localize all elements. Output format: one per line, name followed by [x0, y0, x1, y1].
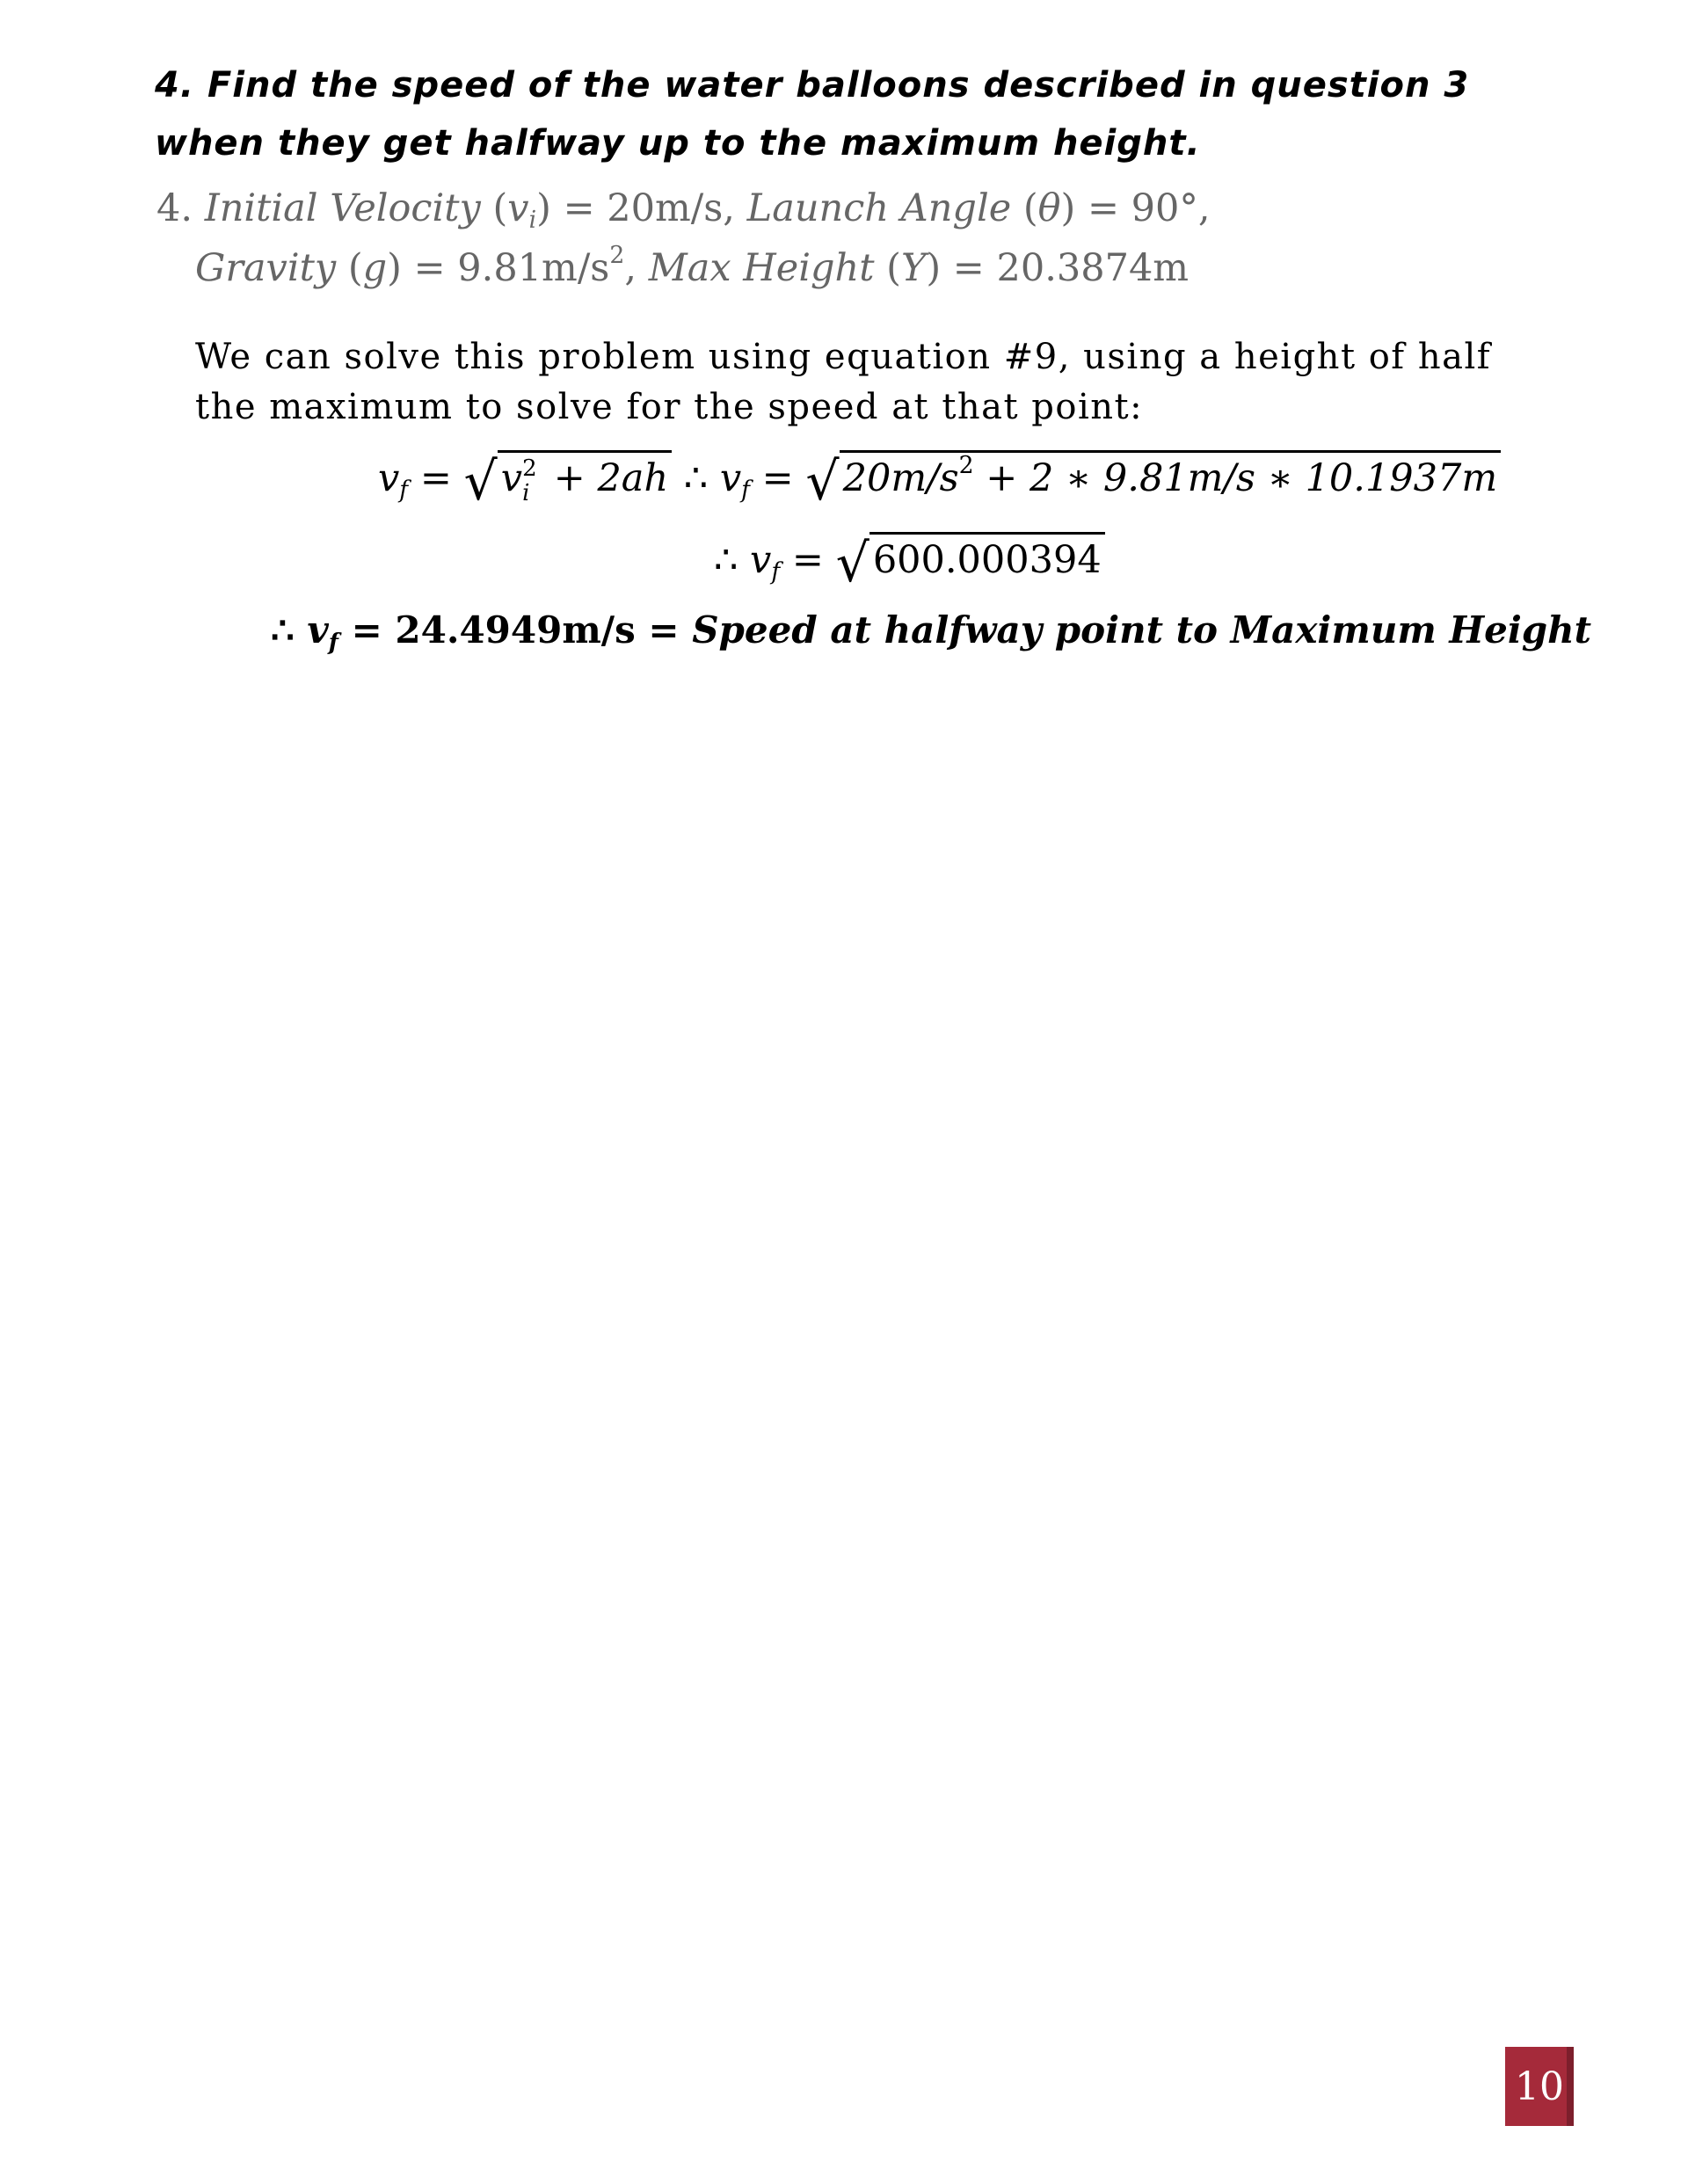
eq1-radicand [498, 450, 672, 506]
eq1-rhs-lhs-sub: f [741, 476, 751, 504]
eq2-therefore: ∴ [714, 538, 751, 582]
vi-subscript: i [528, 206, 537, 234]
max-height-value: = 20.3874m [952, 246, 1190, 290]
sqrt-icon: √ [805, 451, 840, 513]
eq3-lhs: v [307, 608, 329, 652]
launch-angle-value: = 90°, [1087, 186, 1211, 230]
eq1-sqrt [464, 450, 673, 513]
y-symbol: Y [900, 246, 927, 290]
eq2-sqrt [836, 532, 1105, 594]
eq1-rhs-sqrt [805, 450, 1501, 513]
equation-1 [378, 450, 1501, 513]
theta-symbol: θ [1037, 186, 1061, 230]
eq2-equals: = [780, 538, 836, 582]
max-height-label: Max Height [648, 246, 875, 290]
initial-velocity-value: = 20m/s, [563, 186, 735, 230]
given-values-line-2: Gravity $(g) = 9.81m/s^2$, Max Height (Y) = 20.3874m [195, 242, 1190, 290]
equation-2 [714, 532, 1105, 594]
eq1-lhs-sub: f [399, 476, 409, 504]
therefore-symbol: ∴ [672, 456, 720, 500]
eq1-equals: = [408, 456, 464, 500]
gravity-exponent: 2 [609, 242, 625, 270]
explanation-paragraph: We can solve this problem using equation #9, using a height of half the maximum to solve for the speed at that point: [195, 337, 1492, 427]
equation-3-result [271, 608, 1592, 656]
gravity-label: Gravity [195, 246, 337, 290]
eq1-rhs-equals: = [750, 456, 806, 500]
given-values-line-1: 4. Initial Velocity $(v_i) = 20m/s$, Launch Angle (θ) = 90°, [156, 186, 1211, 234]
eq3-lhs-sub: f [328, 629, 338, 656]
eq1-rhs-radicand-exp: 2 [958, 452, 974, 480]
eq1-radicand-rest: + 2ah [542, 456, 669, 500]
eq3-result-value: = 24.4949m/s = [338, 608, 693, 652]
page-number-edge [1567, 2047, 1574, 2126]
eq1-rhs-lhs: v [719, 456, 742, 500]
eq1-rhs-radicand-a: 20m/s [842, 456, 959, 500]
vi-symbol: v [507, 186, 529, 230]
eq3-result-label: Speed at halfway point to Maximum Height [692, 608, 1592, 652]
g-symbol: g [362, 246, 388, 290]
page-number: 10 [1505, 2047, 1574, 2126]
eq2-radicand: 600.000394 [869, 532, 1105, 582]
eq1-lhs: v [378, 456, 400, 500]
eq2-lhs-sub: f [771, 557, 781, 586]
sqrt-icon: √ [835, 533, 869, 594]
eq3-therefore: ∴ [271, 608, 308, 652]
sqrt-icon: √ [463, 451, 498, 513]
eq1-radicand-v: v [500, 456, 523, 500]
gravity-value: = 9.81m/s [413, 246, 610, 290]
eq2-lhs: v [750, 538, 772, 582]
eq1-radicand-sub: i [522, 480, 530, 506]
eq1-rhs-radicand [840, 450, 1502, 500]
eq1-radicand-sup: 2 [522, 455, 537, 482]
question-number: 4. [156, 186, 193, 230]
initial-velocity-label: Initial Velocity [204, 186, 481, 230]
question-heading: 4. Find the speed of the water balloons described in question 3 when they get halfway up to the maximum height. [155, 65, 1470, 164]
eq1-rhs-radicand-b: + 2 ∗ 9.81m/s ∗ 10.1937m [973, 456, 1498, 500]
launch-angle-label: Launch Angle [746, 186, 1012, 230]
